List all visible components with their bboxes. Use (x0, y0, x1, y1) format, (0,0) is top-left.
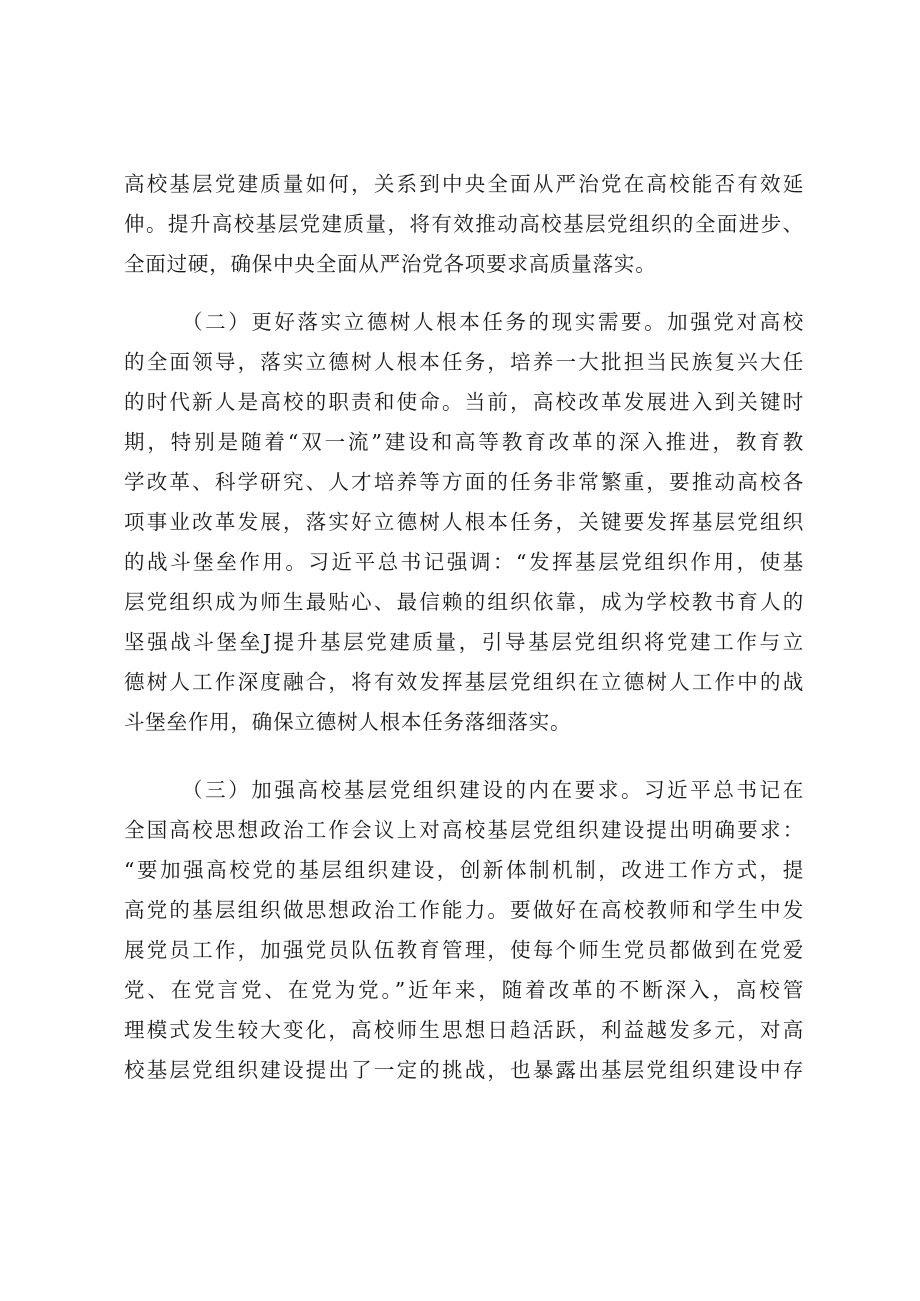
text-line: 全面过硬，确保中央全面从严治党各项要求高质量落实。 (124, 252, 657, 276)
text-line: 项事业改革发展，落实好立德树人根本任务，关键要发挥基层党组织 (124, 510, 804, 534)
text-line: 德树人工作深度融合，将有效发挥基层党组织在立德树人工作中的战 (124, 670, 804, 694)
paragraph-section-three (124, 770, 804, 1090)
text-line: 斗堡垒作用，确保立德树人根本任务落细落实。 (124, 710, 572, 734)
text-line: 伸。提升高校基层党建质量，将有效推动高校基层党组织的全面进步、 (124, 212, 804, 236)
text-line: 展党员工作，加强党员队伍教育管理，使每个师生党员都做到在党爱 (124, 938, 804, 962)
paragraph-party-building-quality (124, 164, 804, 284)
text-line: “要加强高校党的基层组织建设，创新体制机制，改进工作方式，提 (124, 858, 804, 882)
text-line: 的战斗堡垒作用。习近平总书记强调：“发挥基层党组织作用，使基 (124, 550, 804, 574)
text-line: 的全面领导，落实立德树人根本任务，培养一大批担当民族复兴大任 (124, 350, 804, 374)
text-line: 坚强战斗堡垒J提升基层党建质量，引导基层党组织将党建工作与立 (124, 630, 804, 654)
text-line: 党、在党言党、在党为党。”近年来，随着改革的不断深入，高校管 (124, 978, 804, 1002)
text-line: 高党的基层组织做思想政治工作能力。要做好在高校教师和学生中发 (124, 898, 804, 922)
section-heading-line: （二）更好落实立德树人根本任务的现实需要。加强党对高校 (182, 310, 804, 334)
text-line: 的时代新人是高校的职责和使命。当前，高校改革发展进入到关键时 (124, 390, 804, 414)
text-line: 层党组织成为师生最贴心、最信赖的组织依靠，成为学校教书育人的 (124, 590, 804, 614)
text-line: 高校基层党建质量如何，关系到中央全面从严治党在高校能否有效延 (124, 172, 804, 196)
text-line: 学改革、科学研究、人才培养等方面的任务非常繁重，要推动高校各 (124, 470, 804, 494)
paragraph-section-two (124, 302, 804, 742)
text-line: 理模式发生较大变化，高校师生思想日趋活跃，利益越发多元，对高 (124, 1018, 804, 1042)
section-heading-line: （三）加强高校基层党组织建设的内在要求。习近平总书记在 (182, 778, 804, 802)
text-line: 期，特别是随着“双一流”建设和高等教育改革的深入推进，教育教 (124, 430, 804, 454)
text-line: 全国高校思想政治工作会议上对高校基层党组织建设提出明确要求： (124, 818, 804, 842)
text-line: 校基层党组织建设提出了一定的挑战，也暴露出基层党组织建设中存 (124, 1058, 804, 1082)
